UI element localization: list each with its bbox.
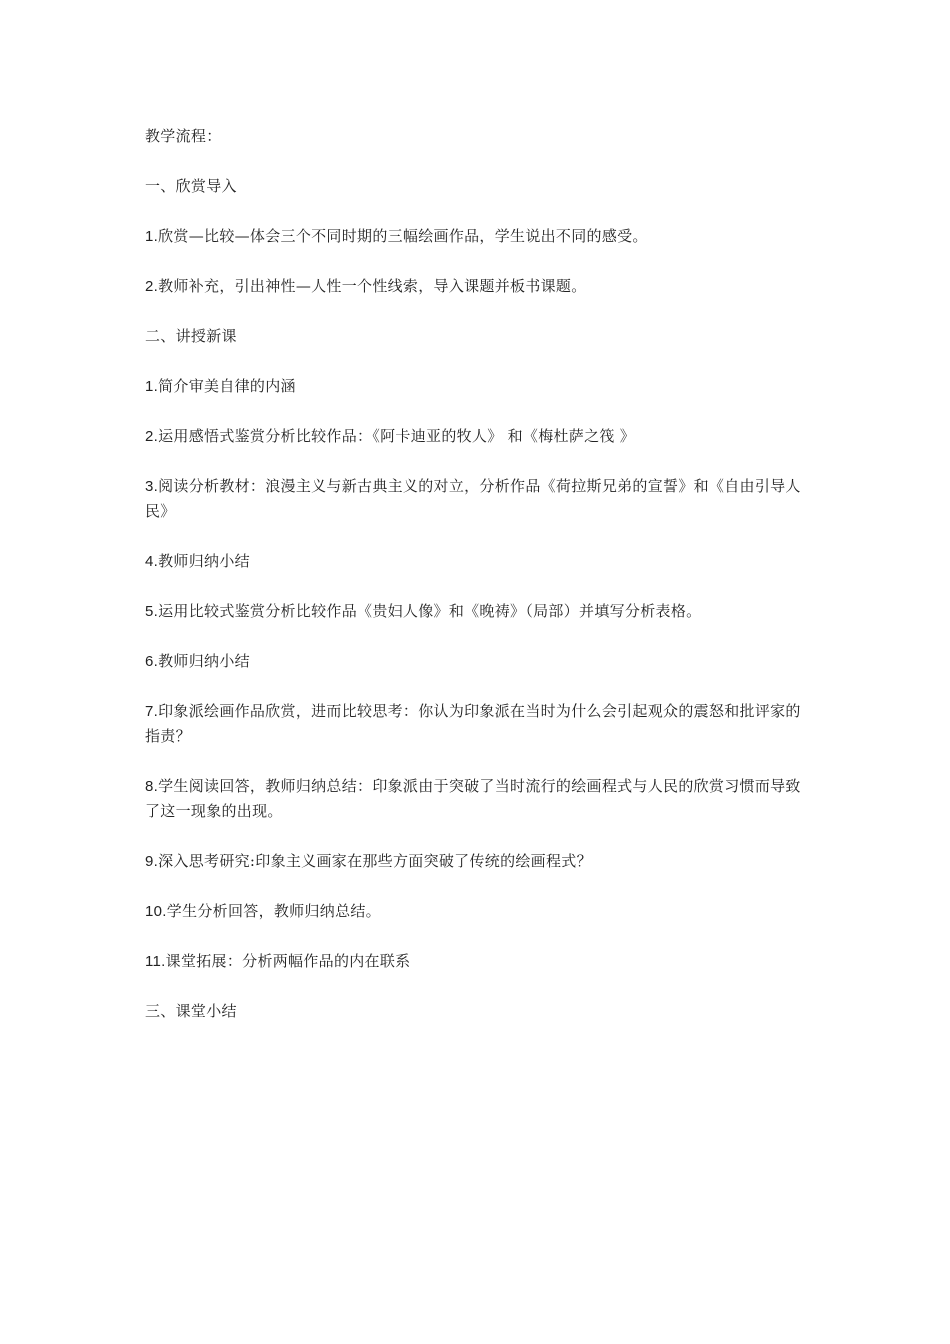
item-text: 一、欣赏导入	[145, 177, 237, 195]
item-text: 学生阅读回答，教师归纳总结：印象派由于突破了当时流行的绘画程式与人民的欣赏习惯而导致了这一现象的出现。	[145, 777, 801, 820]
item-number: 5.	[145, 603, 159, 620]
item-number: 1.	[145, 378, 159, 395]
item-text: 教师归纳小结	[158, 652, 250, 670]
item-number: 11.	[145, 953, 166, 970]
item-number: 9.	[145, 853, 159, 870]
list-item	[145, 774, 813, 824]
item-number: 1.	[145, 228, 159, 245]
item-text: 二、讲授新课	[145, 327, 237, 345]
list-item	[145, 374, 813, 399]
item-text: 运用感悟式鉴赏分析比较作品：《阿卡迪亚的牧人》 和《梅杜萨之筏 》	[158, 427, 636, 445]
item-number: 8.	[145, 778, 159, 795]
section-heading-2	[145, 324, 813, 349]
item-number: 2.	[145, 428, 159, 445]
item-text: 欣赏—比较—体会三个不同时期的三幅绘画作品，学生说出不同的感受。	[158, 227, 648, 245]
document-body	[145, 124, 813, 1049]
list-item	[145, 649, 813, 674]
item-text: 阅读分析教材：浪漫主义与新古典主义的对立，分析作品《荷拉斯兄弟的宣誓》和《自由引导人民》	[145, 477, 801, 520]
list-item	[145, 599, 813, 624]
list-item	[145, 224, 813, 249]
list-item	[145, 549, 813, 574]
section-heading-3	[145, 999, 813, 1024]
item-number: 10.	[145, 903, 167, 920]
item-text: 印象派绘画作品欣赏，进而比较思考：你认为印象派在当时为什么会引起观众的震怒和批评家的指责？	[145, 702, 801, 745]
item-text: 学生分析回答，教师归纳总结。	[166, 902, 381, 920]
document-heading: 教学流程：	[145, 127, 222, 145]
item-number: 3.	[145, 478, 159, 495]
item-text: 三、课堂小结	[145, 1002, 237, 1020]
list-item	[145, 274, 813, 299]
list-item	[145, 474, 813, 524]
item-number: 2.	[145, 278, 159, 295]
item-text: 简介审美自律的内涵	[158, 377, 296, 395]
list-item	[145, 899, 813, 924]
item-number: 4.	[145, 553, 159, 570]
item-text: 教师补充，引出神性—人性一个性线索，导入课题并板书课题。	[158, 277, 587, 295]
item-text: 教师归纳小结	[158, 552, 250, 570]
item-number: 6.	[145, 653, 159, 670]
item-text: 课堂拓展：分析两幅作品的内在联系	[165, 952, 411, 970]
list-item	[145, 699, 813, 749]
list-item	[145, 949, 813, 974]
section-heading-1	[145, 174, 813, 199]
item-text: 深入思考研究:印象主义画家在那些方面突破了传统的绘画程式？	[158, 852, 592, 870]
item-text: 运用比较式鉴赏分析比较作品《贵妇人像》和《晚祷》（局部）并填写分析表格。	[158, 602, 702, 620]
item-number: 7.	[145, 703, 159, 720]
list-item	[145, 424, 813, 449]
list-item	[145, 849, 813, 874]
